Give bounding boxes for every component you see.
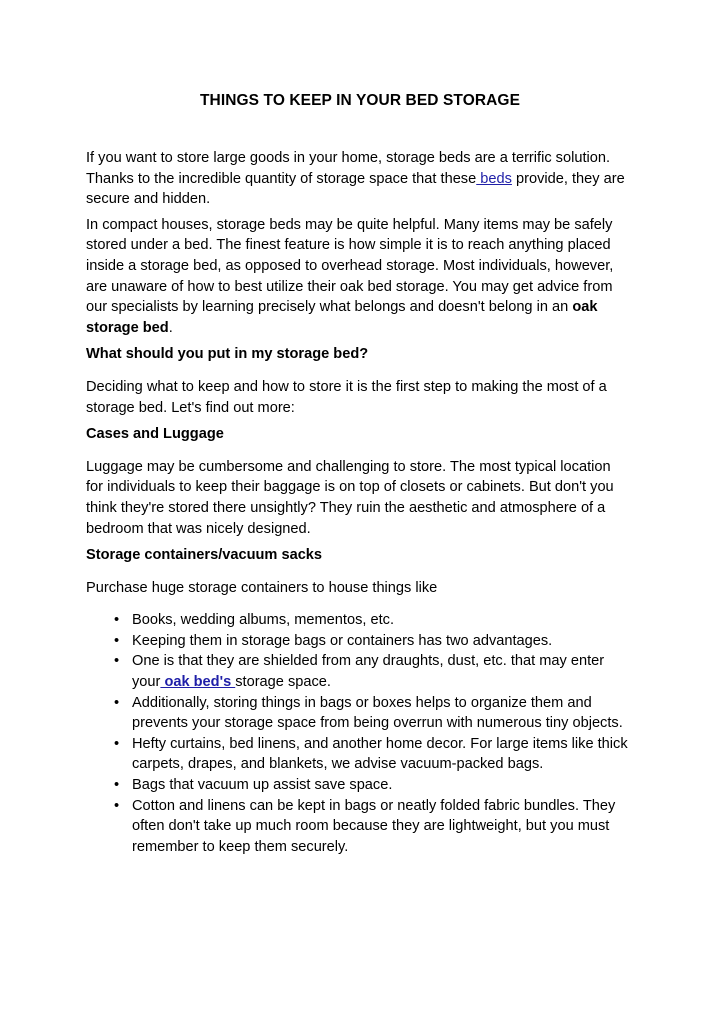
bullet-icon: • — [114, 612, 120, 629]
list-item — [86, 651, 631, 692]
oak-storage-bed-bold: oak storage bed — [86, 299, 598, 336]
list-item-text: Additionally, storing things in bags or boxes helps to organize them and prevents your storage space from being overrun with numerous tiny objects. — [132, 694, 623, 732]
bullet-icon: • — [114, 735, 120, 752]
document-title: THINGS TO KEEP IN YOUR BED STORAGE — [199, 92, 521, 109]
list-item — [86, 796, 631, 858]
bullet-icon: • — [114, 777, 120, 794]
list-item-text: One is that they are shielded from any draughts, dust, etc. that may enter your — [132, 653, 605, 691]
compact-text: In compact houses, storage beds may be quite helpful. Many items may be safely stored under a bed. The finest feature is how simple it is to reach anything placed inside a storage bed, as opposed to overhead storage. Most individuals, however, are unaware of how to best utilize their oak bed storage. You may get advice from our specialists by learning precisely what belongs and doesn't belong in an — [86, 216, 614, 316]
list-item-text: Hefty curtains, bed linens, and another home decor. For large items like thick carpets, drapes, and blankets, we advise vacuum-packed bags. — [132, 735, 628, 773]
section-heading-cases-luggage: Cases and Luggage — [86, 426, 224, 443]
list-item — [86, 693, 631, 734]
intro-text: If you want to store large goods in your home, storage beds are a terrific solution. Thanks to the incredible quantity of storage space that these — [86, 150, 611, 187]
list-item-text: Bags that vacuum up assist save space. — [132, 777, 393, 794]
compact-paragraph — [86, 215, 631, 339]
beds-link[interactable]: beds — [476, 170, 512, 187]
list-item — [86, 631, 631, 652]
section-heading-storage-containers: Storage containers/vacuum sacks — [86, 547, 323, 564]
bullet-icon: • — [114, 694, 120, 711]
list-item-text-end: storage space. — [235, 674, 331, 691]
bullet-icon: • — [114, 632, 120, 649]
section-heading-what-to-put: What should you put in my storage bed? — [86, 346, 369, 363]
list-item — [86, 610, 631, 631]
bullet-icon: • — [114, 653, 120, 670]
list-item-text: Keeping them in storage bags or containers has two advantages. — [132, 632, 553, 649]
list-item — [86, 734, 631, 775]
bullet-icon: • — [114, 797, 120, 814]
intro-paragraph — [86, 148, 631, 210]
document-body — [86, 148, 631, 857]
bullet-list — [86, 610, 631, 857]
list-item-text: Cotton and linens can be kept in bags or neatly folded fabric bundles. They often don't take up much room because they are lightweight, but you must remember to keep them securely. — [132, 797, 616, 855]
intro-text-end: provide, they are secure and hidden. — [86, 170, 625, 208]
oak-beds-link[interactable]: oak bed's — [160, 674, 236, 691]
list-item-text: Books, wedding albums, mementos, etc. — [132, 612, 395, 629]
list-item — [86, 775, 631, 796]
compact-text-end: . — [168, 319, 173, 336]
section-body-what-to-put: Deciding what to keep and how to store it is the first step to making the most of a storage bed. Let's find out more: — [86, 378, 607, 416]
section-body-cases-luggage: Luggage may be cumbersome and challenging to store. The most typical location for individuals to keep their baggage is on top of closets or cabinets. But don't you think they're stored there unsightly? They ruin the aesthetic and atmosphere of a bedroom that was nicely designed. — [86, 458, 614, 537]
section-body-storage-containers: Purchase huge storage containers to house things like — [86, 579, 438, 596]
